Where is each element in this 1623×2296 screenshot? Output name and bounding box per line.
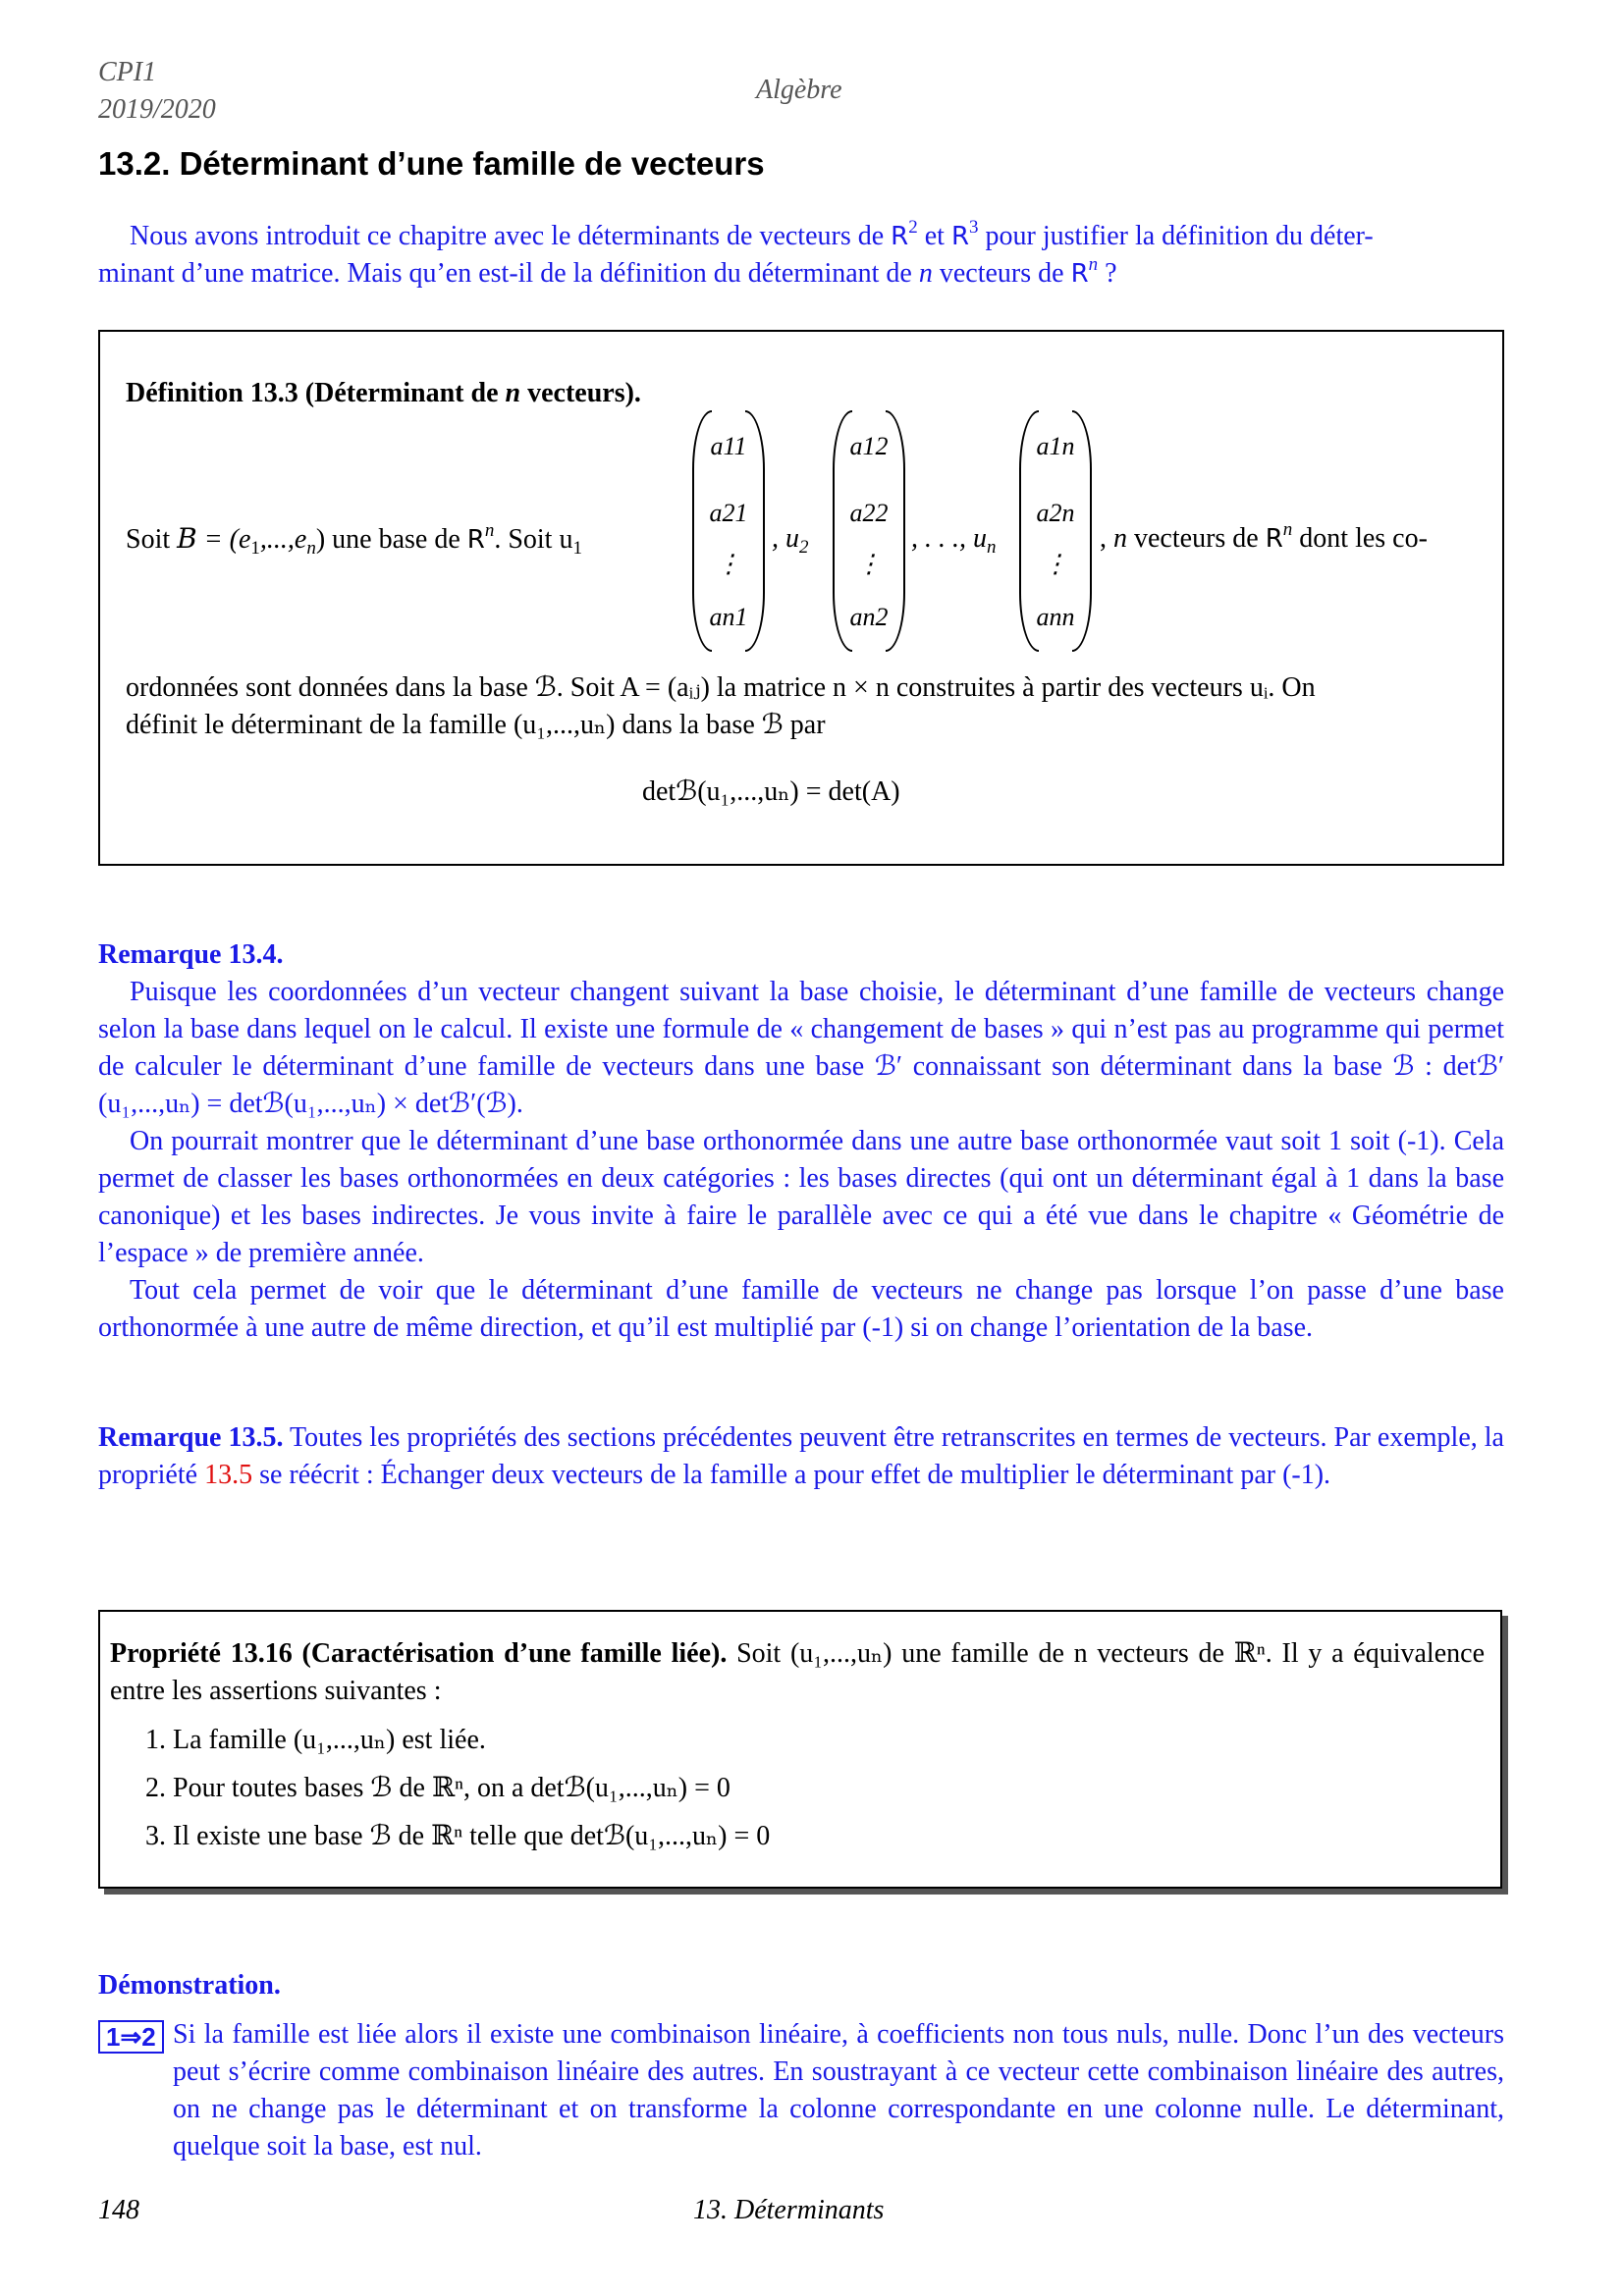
matrix-u2: a12 a22 ⋮ an2 [833, 410, 905, 652]
property-item: 1. La famille (u₁,...,uₙ) est liée. [145, 1725, 486, 1755]
definition-line3: définit le déterminant de la famille (u₁,...,uₙ) dans la base ℬ par [126, 710, 826, 740]
demo-text: Si la famille est liée alors il existe une combinaison linéaire, à coefficients non tous nuls, nulle. Donc l’un des vecteurs peut s’écrire comme combinaison linéaire des autres. En soustrayant à ce vecteur cette combinaison linéaire des autres, on ne change pas le déterminant et on transforme la colonne correspondante en une colonne nulle. Le déterminant, quelque soit la base, est nul. [173, 2019, 1504, 2162]
property-item: 2. Pour toutes bases ℬ de ℝⁿ, on a detℬ(u₁,...,uₙ) = 0 [145, 1773, 730, 1803]
footer-chapter: 13. Déterminants [693, 2195, 885, 2225]
property-statement: Propriété 13.16 (Caractérisation d’une famille liée). Soit (u₁,...,uₙ) une famille de n vecteurs de ℝⁿ. Il y a équivalence entre les assertions suivantes : [110, 1638, 1485, 1706]
page-number: 148 [98, 2195, 139, 2225]
remark-13-4: Remarque 13.4. Puisque les coordonnées d’un vecteur changent suivant la base choisie, le déterminant d’une famille de vecteurs change selon la base dans lequel on le calcul. Il existe une formule de « changement de bases » qui n’est pas au programme qui permet de calculer le déterminant d’une famille de vecteurs dans une base ℬ′ connaissant son déterminant dans la base ℬ : detℬ′(u₁,...,uₙ) = detℬ(u₁,...,uₙ) × detℬ′(ℬ). On pourrait montrer que le déterminant d’une base orthonormée dans une autre base orthonormée vaut soit 1 soit (-1). Cela permet de classer les bases orthonormées en deux catégories : les bases directes (qui ont un déterminant égal à 1 dans la base canonique) et les bases indirectes. Je vous invite à faire le parallèle avec ce qui a été vue dans le chapitre « Géométrie de l’espace » de première année. Tout cela permet de voir que le déterminant d’une famille de vecteurs ne change pas lorsque l’on passe d’une base orthonormée à une autre de même direction, et qu’il est multiplié par (-1) si on change l’orientation de la base. [98, 936, 1504, 1347]
label-un: , . . ., $u_n$ [911, 523, 997, 558]
definition-formula: detℬ(u₁,...,uₙ) = det(A) [642, 776, 900, 807]
header-subject: Algèbre [756, 75, 842, 105]
definition-line2: ordonnées sont données dans la base ℬ. Soit A = (aᵢⱼ) la matrice n × n construites à partir des vecteurs uᵢ. On [126, 672, 1316, 703]
matrix-un: a1n a2n ⋮ ann [1019, 410, 1092, 652]
definition-title: Définition 13.3 (Déterminant de n vecteurs). [126, 378, 641, 408]
matrix-u1: a11 a21 ⋮ an1 [692, 410, 765, 652]
demo-step-tag: 1⇒2 [98, 2020, 164, 2054]
section-title: 13.2. Déterminant d’une famille de vecteurs [98, 145, 765, 182]
label-u2: , $u_2$ [772, 523, 809, 558]
header-course: CPI1 [98, 57, 157, 87]
definition-line1-tail: , n vecteurs de $R^n$ dont les co- [1100, 519, 1428, 554]
remark-13-4-title: Remarque 13.4. [98, 939, 284, 970]
property-item: 3. Il existe une base ℬ de ℝⁿ telle que detℬ(u₁,...,uₙ) = 0 [145, 1821, 771, 1851]
demo-title: Démonstration. [98, 1970, 281, 2001]
header-year: 2019/2020 [98, 94, 216, 125]
intro-paragraph: Nous avons introduit ce chapitre avec le déterminants de vecteurs de $R^2$ et $R^3$ pour justifier la définition du déter- minant d’une matrice. Mais qu’en est-il de la définition du déterminant de n vecteurs de $R^n$ ? [98, 217, 1374, 289]
remark-13-5: Remarque 13.5. Toutes les propriétés des sections précédentes peuvent être retranscrites en termes de vecteurs. Par exemple, la propriété 13.5 se réécrit : Échanger deux vecteurs de la famille a pour effet de multiplier le déterminant par (-1). [98, 1422, 1504, 1490]
property-ref-link[interactable]: 13.5 [204, 1460, 253, 1490]
definition-line1: Soit $B = (e_1,...,e_n)$ une base de $R^n$. Soit $u_1$ [126, 520, 582, 559]
